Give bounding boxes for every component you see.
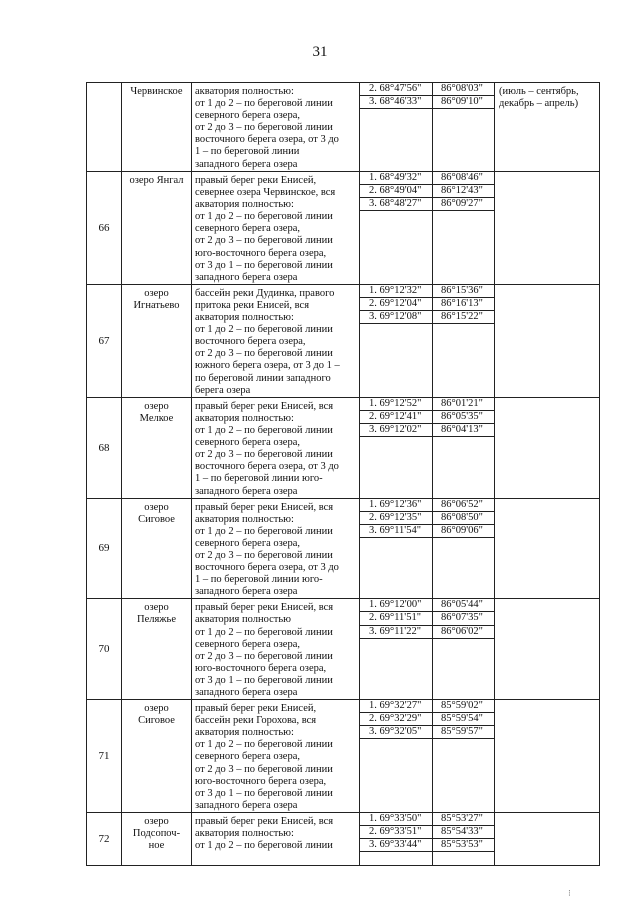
- description-line: от 2 до 3 – по береговой линии: [195, 763, 333, 775]
- season-note: [495, 700, 600, 813]
- description-line: от 1 до 2 – по береговой линии: [195, 324, 333, 336]
- longitude-cell: [433, 83, 495, 172]
- description-line: от 2 до 3 – по береговой линии: [195, 549, 333, 561]
- page-number: 31: [312, 44, 328, 60]
- description-line: от 2 до 3 – по береговой линии: [195, 449, 333, 461]
- lake-name-line: озеро Янгал: [129, 175, 184, 186]
- latitude-value: 3. 69°11'54": [360, 525, 432, 538]
- description-line: севернее озера Червинское, вся: [195, 187, 336, 199]
- latitude-cell: [360, 812, 433, 865]
- lake-name: [122, 498, 192, 599]
- latitude-cell: [360, 83, 433, 172]
- longitude-cell: [433, 172, 495, 285]
- longitude-value: 85°54'33": [433, 826, 494, 839]
- description-line: акватория полностью:: [195, 828, 294, 840]
- longitude-value: 86°08'03": [433, 83, 494, 96]
- longitude-value: 86°09'10": [433, 96, 494, 109]
- longitude-value: 86°09'06": [433, 525, 494, 538]
- location-description: [192, 812, 360, 865]
- description-line: западного берега озера: [195, 158, 298, 170]
- description-line: правый берег реки Енисей, вся: [195, 815, 334, 827]
- longitude-value: 86°05'35": [433, 411, 494, 424]
- description-line: восточного берега озера, от 3 до: [195, 562, 339, 574]
- description-line: берега озера: [195, 384, 251, 396]
- description-line: от 1 до 2 – по береговой линии: [195, 425, 333, 437]
- latitude-value: 2. 68°49'04": [360, 185, 432, 198]
- longitude-value: 86°16'13": [433, 298, 494, 311]
- season-note: [495, 812, 600, 865]
- description-line: западного берега озера: [195, 799, 298, 811]
- row-number: [87, 83, 122, 172]
- longitude-value: 86°01'21": [433, 398, 494, 411]
- longitude-value: 86°08'46": [433, 172, 494, 185]
- longitude-value: 85°59'02": [433, 700, 494, 713]
- row-number: 66: [87, 172, 122, 285]
- season-note: [495, 599, 600, 700]
- longitude-value: 86°09'27": [433, 198, 494, 211]
- description-line: от 1 до 2 – по береговой линии: [195, 525, 333, 537]
- latitude-value: 1. 69°12'00": [360, 599, 432, 612]
- latitude-cell: [360, 397, 433, 498]
- description-line: бассейн реки Горохова, вся: [195, 715, 317, 727]
- description-line: от 1 до 2 – по береговой линии: [195, 98, 333, 110]
- latitude-value: 1. 68°49'32": [360, 172, 432, 185]
- description-line: от 1 до 2 – по береговой линии: [195, 211, 333, 223]
- longitude-value: 86°06'02": [433, 626, 494, 639]
- lake-name-line: озеро: [144, 815, 169, 827]
- lakes-table-body: [87, 83, 600, 866]
- description-line: западного берега озера: [195, 485, 298, 497]
- latitude-value: 2. 69°12'35": [360, 512, 432, 525]
- latitude-value: 2. 69°11'51": [360, 612, 432, 625]
- description-line: юго-восточного берега озера,: [195, 247, 327, 259]
- lake-name-line: Сиговое: [138, 715, 175, 727]
- description-line: акватория полностью: [195, 614, 291, 626]
- description-line: южного берега озера, от 3 до 1 –: [195, 360, 340, 372]
- latitude-value: 2. 69°32'29": [360, 713, 432, 726]
- lake-name-line: Червинское: [130, 86, 183, 97]
- longitude-value: 86°04'13": [433, 424, 494, 437]
- latitude-cell: [360, 599, 433, 700]
- longitude-cell: [433, 700, 495, 813]
- latitude-value: 2. 68°47'56": [360, 83, 432, 96]
- table-row: [87, 812, 600, 865]
- table-row: [87, 284, 600, 397]
- latitude-value: 2. 69°12'41": [360, 411, 432, 424]
- description-line: восточного берега озера,: [195, 336, 306, 348]
- latitude-value: 3. 68°48'27": [360, 198, 432, 211]
- description-line: от 3 до 1 – по береговой линии: [195, 787, 333, 799]
- longitude-value: 85°59'54": [433, 713, 494, 726]
- lake-name: [122, 83, 192, 172]
- lake-name: [122, 812, 192, 865]
- description-line: акватория полностью:: [195, 513, 294, 525]
- lake-name: [122, 172, 192, 285]
- longitude-value: 86°12'43": [433, 185, 494, 198]
- description-line: 1 – по береговой линии юго-: [195, 574, 323, 586]
- description-line: северного берега озера,: [195, 110, 301, 122]
- lake-name: [122, 397, 192, 498]
- lake-name-line: озеро: [144, 287, 169, 299]
- table-row: [87, 700, 600, 813]
- longitude-value: 85°53'53": [433, 839, 494, 852]
- description-line: акватория полностью:: [195, 312, 294, 324]
- latitude-cell: [360, 172, 433, 285]
- description-line: бассейн реки Дудинка, правого: [195, 287, 335, 299]
- longitude-cell: [433, 397, 495, 498]
- lake-name-line: Подсопоч-: [132, 828, 181, 840]
- table-row: [87, 83, 600, 172]
- row-number: 68: [87, 397, 122, 498]
- location-description: [192, 172, 360, 285]
- description-line: правый берег реки Енисей, вся: [195, 501, 334, 513]
- season-note: [495, 83, 600, 172]
- description-line: правый берег реки Енисей, вся: [195, 602, 334, 614]
- description-line: северного берега озера,: [195, 751, 301, 763]
- description-line: акватория полностью:: [195, 199, 294, 211]
- description-line: правый берег реки Енисей,: [195, 175, 317, 186]
- season-note: [495, 284, 600, 397]
- lake-name-line: Сиговое: [138, 513, 175, 525]
- row-number: 69: [87, 498, 122, 599]
- location-description: [192, 498, 360, 599]
- season-note-line: декабрь – апрель): [499, 98, 579, 110]
- description-line: северного берега озера,: [195, 537, 301, 549]
- lake-name-line: озеро: [144, 501, 169, 513]
- latitude-value: 3. 69°12'08": [360, 311, 432, 324]
- longitude-value: 86°06'52": [433, 499, 494, 512]
- lake-name-line: озеро: [144, 602, 169, 614]
- description-line: западного берега озера: [195, 271, 298, 283]
- description-line: от 3 до 1 – по береговой линии: [195, 674, 333, 686]
- longitude-value: 86°15'22": [433, 311, 494, 324]
- description-line: по береговой линии западного: [195, 372, 331, 384]
- description-line: от 1 до 2 – по береговой линии: [195, 840, 333, 852]
- longitude-value: 86°15'36": [433, 285, 494, 298]
- longitude-value: 86°05'44": [433, 599, 494, 612]
- description-line: юго-восточного берега озера,: [195, 775, 327, 787]
- row-number: 72: [87, 812, 122, 865]
- longitude-cell: [433, 812, 495, 865]
- latitude-value: 3. 69°11'22": [360, 626, 432, 639]
- latitude-value: 1. 69°32'27": [360, 700, 432, 713]
- row-number: 67: [87, 284, 122, 397]
- table-row: [87, 498, 600, 599]
- description-line: 1 – по береговой линии: [195, 146, 300, 158]
- lake-name: [122, 700, 192, 813]
- latitude-value: 3. 68°46'33": [360, 96, 432, 109]
- season-note: [495, 498, 600, 599]
- description-line: акватория полностью:: [195, 86, 294, 97]
- table-row: [87, 172, 600, 285]
- latitude-value: 2. 69°33'51": [360, 826, 432, 839]
- latitude-value: 1. 69°12'32": [360, 285, 432, 298]
- page-mark: ⁝: [568, 888, 571, 898]
- description-line: восточного берега озера, от 3 до: [195, 461, 339, 473]
- description-line: акватория полностью:: [195, 727, 294, 739]
- location-description: [192, 397, 360, 498]
- lake-name-line: озеро: [144, 703, 169, 715]
- lake-name-line: ное: [148, 840, 165, 852]
- latitude-value: 1. 69°12'36": [360, 499, 432, 512]
- description-line: восточного берега озера, от 3 до: [195, 134, 339, 146]
- description-line: северного берега озера,: [195, 437, 301, 449]
- description-line: от 1 до 2 – по береговой линии: [195, 739, 333, 751]
- season-note: [495, 397, 600, 498]
- latitude-cell: [360, 700, 433, 813]
- latitude-value: 1. 69°33'50": [360, 813, 432, 826]
- lake-name-line: озеро: [144, 400, 169, 412]
- latitude-value: 3. 69°32'05": [360, 726, 432, 739]
- description-line: притока реки Енисей, вся: [195, 299, 310, 311]
- description-line: северного берега озера,: [195, 638, 301, 650]
- lake-name-line: Мелкое: [139, 412, 174, 424]
- description-line: 1 – по береговой линии юго-: [195, 473, 323, 485]
- description-line: от 3 до 1 – по береговой линии: [195, 259, 333, 271]
- season-note-line: (июль – сентябрь,: [499, 86, 579, 97]
- lake-name-line: Игнатьево: [133, 299, 180, 311]
- location-description: [192, 700, 360, 813]
- longitude-value: 85°53'27": [433, 813, 494, 826]
- latitude-value: 2. 69°12'04": [360, 298, 432, 311]
- lake-name: [122, 284, 192, 397]
- table-row: [87, 397, 600, 498]
- description-line: северного берега озера,: [195, 223, 301, 235]
- latitude-value: 3. 69°33'44": [360, 839, 432, 852]
- description-line: от 2 до 3 – по береговой линии: [195, 650, 333, 662]
- lakes-table: [86, 82, 600, 866]
- description-line: от 2 до 3 – по береговой линии: [195, 122, 333, 134]
- description-line: от 2 до 3 – по береговой линии: [195, 235, 333, 247]
- description-line: западного берега озера: [195, 687, 298, 698]
- longitude-value: 86°07'35": [433, 612, 494, 625]
- location-description: [192, 83, 360, 172]
- description-line: юго-восточного берега озера,: [195, 662, 327, 674]
- season-note: [495, 172, 600, 285]
- description-line: западного берега озера: [195, 586, 298, 598]
- lake-name: [122, 599, 192, 700]
- latitude-cell: [360, 498, 433, 599]
- row-number: 70: [87, 599, 122, 700]
- longitude-cell: [433, 284, 495, 397]
- longitude-value: 85°59'57": [433, 726, 494, 739]
- description-line: правый берег реки Енисей,: [195, 703, 317, 715]
- longitude-cell: [433, 498, 495, 599]
- description-line: от 2 до 3 – по береговой линии: [195, 348, 333, 360]
- lake-name-line: Пеляжье: [136, 614, 177, 626]
- latitude-value: 3. 69°12'02": [360, 424, 432, 437]
- description-line: правый берег реки Енисей, вся: [195, 400, 334, 412]
- location-description: [192, 599, 360, 700]
- row-number: 71: [87, 700, 122, 813]
- longitude-cell: [433, 599, 495, 700]
- location-description: [192, 284, 360, 397]
- description-line: от 1 до 2 – по береговой линии: [195, 626, 333, 638]
- latitude-value: 1. 69°12'52": [360, 398, 432, 411]
- latitude-cell: [360, 284, 433, 397]
- longitude-value: 86°08'50": [433, 512, 494, 525]
- description-line: акватория полностью:: [195, 412, 294, 424]
- table-row: [87, 599, 600, 700]
